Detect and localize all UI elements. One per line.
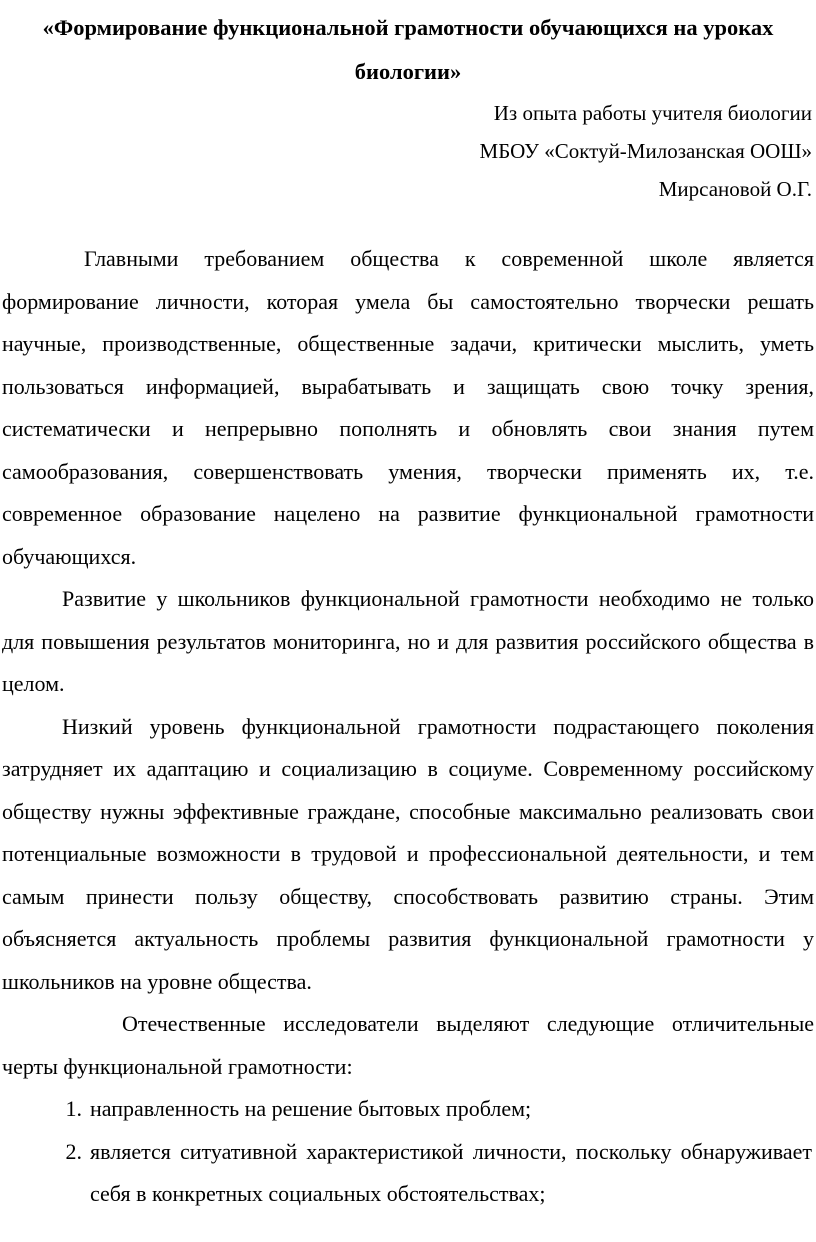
body-paragraph: Развитие у школьников функциональной грамотности необходимо не только для повышения результатов мониторинга, но и для развития российского общества в целом. (2, 586, 814, 696)
author-line: Из опыта работы учителя биологии (493, 101, 812, 125)
body-paragraph: Главными требованием общества к современной школе является формирование личности, которая умела бы самостоятельно творчески решать научные, производственные, общественные задачи, критически мыслить, уметь пользоваться информацией, вырабатывать и защищать свою точку зрения, систематически и непрерывно пополнять и обновлять свои знания путем самообразования, совершенствовать умения, творчески применять их, т.е. современное образование нацелено на развитие функциональной грамотности обучающихся. (2, 246, 814, 569)
body-paragraph: Низкий уровень функциональной грамотности подрастающего поколения затрудняет их адаптацию и социализацию в социуме. Современному российскому обществу нужны эффективные граждане, способные максимально реализовать свои потенциальные возможности в трудовой и профессиональной деятельности, и тем самым принести пользу обществу, способствовать развитию страны. Этим объясняется актуальность проблемы развития функциональной грамотности у школьников на уровне общества. (2, 713, 814, 994)
list-number: 1. (65, 1096, 82, 1121)
body-paragraph: Отечественные исследователи выделяют следующие отличительные черты функциональной грамотности: (2, 1011, 814, 1079)
features-list (2, 1088, 814, 1216)
document-title: «Формирование функциональной грамотности обучающихся на уроках биологии» (42, 15, 774, 84)
list-item (2, 1131, 814, 1216)
list-item (2, 1088, 814, 1131)
list-number: 2. (65, 1138, 82, 1164)
list-text: направленность на решение бытовых проблем; (90, 1096, 532, 1121)
author-line: МБОУ «Соктуй-Милозанская ООШ» (479, 139, 812, 163)
spacer (2, 208, 814, 238)
author-block (2, 94, 814, 208)
list-text: является ситуативной характеристикой личности, поскольку обнаруживает себя в конкретных социальных обстоятельствах; (90, 1138, 812, 1206)
author-line: Мирсановой О.Г. (658, 177, 812, 201)
